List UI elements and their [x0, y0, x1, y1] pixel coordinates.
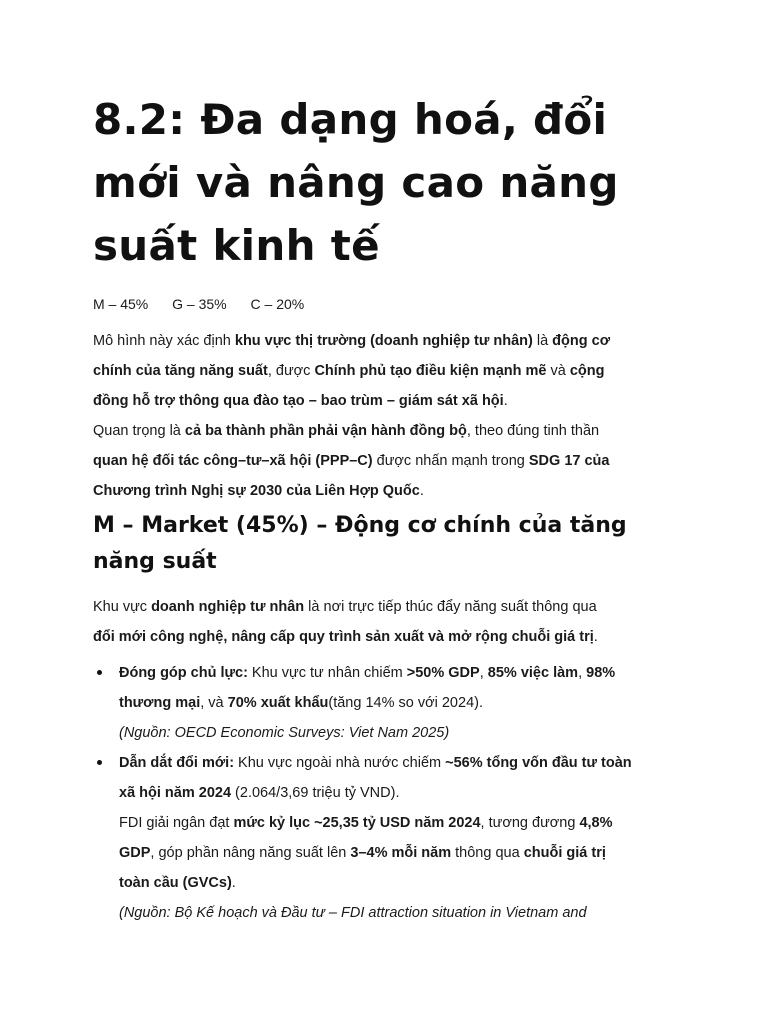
bullet-line: toàn cầu (GVCs).	[119, 875, 236, 891]
source-note: (Nguồn: Bộ Kế hoạch và Đầu tư – FDI attraction situation in Vietnam and	[119, 905, 587, 921]
title-line-3: suất kinh tế	[93, 221, 380, 270]
bullet-line: thương mại, và 70% xuất khẩu(tăng 14% so với 2024).	[119, 695, 483, 711]
bullet-dot-icon	[97, 670, 102, 675]
section-heading	[93, 508, 713, 580]
section-line: đổi mới công nghệ, nâng cấp quy trình sản xuất và mở rộng chuỗi giá trị.	[93, 629, 598, 645]
title-line-1: 8.2: Đa dạng hoá, đổi	[93, 95, 608, 144]
bullet-line: xã hội năm 2024 (2.064/3,69 triệu tỷ VND).	[119, 785, 400, 801]
list-item	[93, 748, 693, 928]
intro-paragraph	[93, 326, 683, 506]
bullet-line: FDI giải ngân đạt mức kỷ lục ~25,35 tỷ USD năm 2024, tương đương 4,8%	[119, 815, 613, 831]
section-heading-line-1: M – Market (45%) – Động cơ chính của tăng	[93, 513, 627, 538]
intro-line: quan hệ đối tác công–tư–xã hội (PPP–C) được nhấn mạnh trong SDG 17 của	[93, 453, 610, 469]
bullet-line: GDP, góp phần nâng năng suất lên 3–4% mỗi năm thông qua chuỗi giá trị	[119, 845, 606, 861]
intro-line: chính của tăng năng suất, được Chính phủ tạo điều kiện mạnh mẽ và cộng	[93, 363, 605, 379]
title-line-2: mới và nâng cao năng	[93, 158, 619, 207]
bullet-line: Đóng góp chủ lực: Khu vực tư nhân chiếm >50% GDP, 85% việc làm, 98%	[119, 665, 616, 681]
ratio-g: G – 35%	[172, 296, 227, 312]
ratio-line	[93, 294, 324, 314]
list-item	[93, 658, 693, 748]
ratio-c: C – 20%	[250, 296, 305, 312]
intro-line: đồng hỗ trợ thông qua đào tạo – bao trùm – giám sát xã hội.	[93, 393, 508, 409]
bullet-list	[93, 658, 693, 928]
intro-line: Mô hình này xác định khu vực thị trường (doanh nghiệp tư nhân) là động cơ	[93, 333, 611, 349]
intro-line: Chương trình Nghị sự 2030 của Liên Hợp Quốc.	[93, 483, 424, 499]
page-title	[93, 88, 693, 277]
bullet-dot-icon	[97, 760, 102, 765]
section-line: Khu vực doanh nghiệp tư nhân là nơi trực tiếp thúc đẩy năng suất thông qua	[93, 599, 597, 615]
section-heading-line-2: năng suất	[93, 549, 217, 574]
bullet-line: Dẫn dắt đổi mới: Khu vực ngoài nhà nước chiếm ~56% tổng vốn đầu tư toàn	[119, 755, 632, 771]
ratio-m: M – 45%	[93, 296, 149, 312]
intro-line: Quan trọng là cả ba thành phần phải vận hành đồng bộ, theo đúng tinh thần	[93, 423, 600, 439]
source-note: (Nguồn: OECD Economic Surveys: Viet Nam 2025)	[119, 725, 450, 741]
section-paragraph	[93, 592, 683, 652]
